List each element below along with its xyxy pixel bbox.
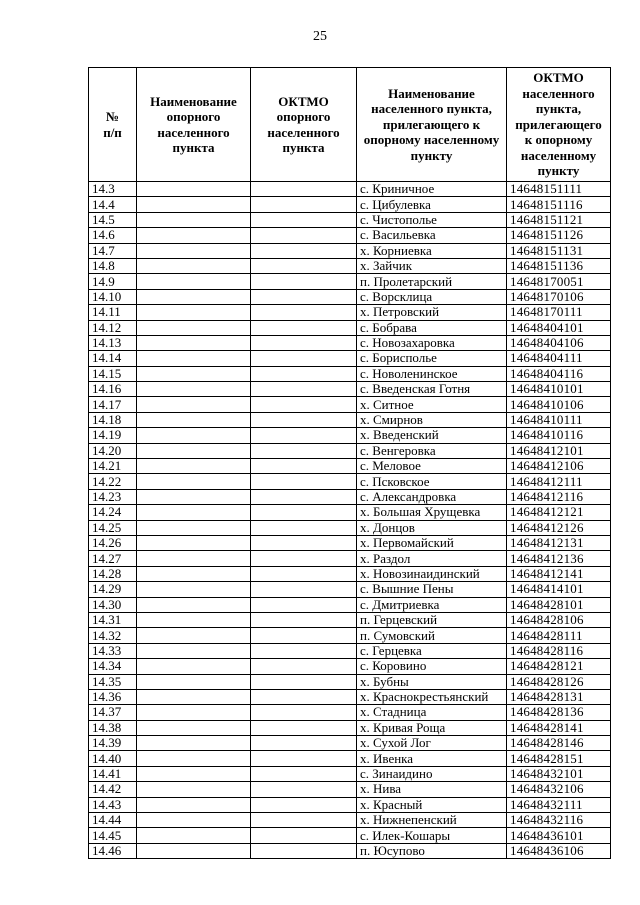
base-settlement-oktmo-cell [251,366,357,381]
table-row [89,258,611,273]
header-line: пункта, [535,101,582,117]
row-number-cell: 14.24 [89,505,137,520]
base-settlement-oktmo-cell [251,428,357,443]
row-number-cell: 14.22 [89,474,137,489]
table-row [89,305,611,320]
base-settlement-name-cell [137,689,251,704]
base-settlement-oktmo-cell [251,289,357,304]
header-line: ОКТМО [533,70,584,86]
adjacent-settlement-oktmo-cell: 14648428146 [507,736,611,751]
header-line: пункту [410,147,453,163]
base-settlement-oktmo-cell [251,335,357,350]
header-line: населенного [157,124,230,140]
base-settlement-name-cell [137,428,251,443]
base-settlement-name-cell [137,582,251,597]
row-number-cell: 14.4 [89,197,137,212]
adjacent-settlement-name-cell: с. Криничное [357,182,507,197]
adjacent-settlement-oktmo-cell: 14648412121 [507,505,611,520]
table-row [89,797,611,812]
base-settlement-name-cell [137,535,251,550]
row-number-cell: 14.15 [89,366,137,381]
row-number-cell: 14.8 [89,258,137,273]
table-row [89,212,611,227]
row-number-cell: 14.37 [89,705,137,720]
table-row [89,366,611,381]
header-line: пункта [172,140,215,155]
adjacent-settlement-name-cell: х. Введенский [357,428,507,443]
adjacent-settlement-oktmo-cell: 14648432101 [507,766,611,781]
adjacent-settlement-name-cell: х. Зайчик [357,258,507,273]
base-settlement-name-cell [137,659,251,674]
table-row [89,813,611,828]
adjacent-settlement-name-cell: х. Ивенка [357,751,507,766]
adjacent-settlement-name-cell: х. Нива [357,782,507,797]
adjacent-settlement-oktmo-cell: 14648412136 [507,551,611,566]
adjacent-settlement-oktmo-cell: 14648410106 [507,397,611,412]
adjacent-settlement-name-cell: х. Кривая Роща [357,720,507,735]
base-settlement-name-cell [137,766,251,781]
base-settlement-name-cell [137,412,251,427]
row-number-cell: 14.26 [89,535,137,550]
adjacent-settlement-oktmo-cell: 14648428151 [507,751,611,766]
base-settlement-oktmo-cell [251,813,357,828]
adjacent-settlement-name-cell: п. Юсупово [357,843,507,858]
adjacent-settlement-oktmo-cell: 14648412131 [507,535,611,550]
header-line: опорному населенному [363,132,500,148]
row-number-cell: 14.36 [89,689,137,704]
adjacent-settlement-name-cell: с. Венгеровка [357,443,507,458]
table-body [89,182,611,859]
row-number-cell: 14.31 [89,612,137,627]
base-settlement-oktmo-cell [251,258,357,273]
adjacent-settlement-name-cell: с. Васильевка [357,228,507,243]
adjacent-settlement-name-cell: с. Борисполье [357,351,507,366]
table-row [89,751,611,766]
base-settlement-name-cell [137,674,251,689]
adjacent-settlement-name-cell: х. Корниевка [357,243,507,258]
base-settlement-oktmo-cell [251,443,357,458]
row-number-cell: 14.7 [89,243,137,258]
base-settlement-name-cell [137,258,251,273]
adjacent-settlement-oktmo-cell: 14648151126 [507,228,611,243]
table-row [89,459,611,474]
header-line: прилегающего к [382,116,481,132]
table-row [89,289,611,304]
adjacent-settlement-oktmo-cell: 14648428126 [507,674,611,689]
adjacent-settlement-oktmo-cell: 14648428121 [507,659,611,674]
header-adjacent-settlement-oktmo [507,68,611,182]
table-row [89,351,611,366]
adjacent-settlement-name-cell: с. Коровино [357,659,507,674]
row-number-cell: 14.32 [89,628,137,643]
row-number-cell: 14.16 [89,382,137,397]
row-number-cell: 14.38 [89,720,137,735]
base-settlement-oktmo-cell [251,566,357,581]
row-number-cell: 14.29 [89,582,137,597]
adjacent-settlement-name-cell: х. Смирнов [357,412,507,427]
base-settlement-oktmo-cell [251,212,357,227]
adjacent-settlement-oktmo-cell: 14648170111 [507,305,611,320]
base-settlement-oktmo-cell [251,197,357,212]
header-line: населенного пункта, [371,101,492,117]
row-number-cell: 14.41 [89,766,137,781]
base-settlement-name-cell [137,628,251,643]
table-row [89,535,611,550]
table-row [89,274,611,289]
adjacent-settlement-oktmo-cell: 14648410111 [507,412,611,427]
adjacent-settlement-oktmo-cell: 14648436106 [507,843,611,858]
adjacent-settlement-oktmo-cell: 14648428141 [507,720,611,735]
base-settlement-oktmo-cell [251,797,357,812]
table-row [89,597,611,612]
header-line: пункту [537,163,580,179]
row-number-cell: 14.34 [89,659,137,674]
base-settlement-oktmo-cell [251,505,357,520]
table-row [89,566,611,581]
adjacent-settlement-oktmo-cell: 14648428111 [507,628,611,643]
table-row [89,582,611,597]
adjacent-settlement-oktmo-cell: 14648412111 [507,474,611,489]
row-number-cell: 14.30 [89,597,137,612]
table-row [89,551,611,566]
adjacent-settlement-name-cell: с. Чистополье [357,212,507,227]
adjacent-settlement-name-cell: с. Дмитриевка [357,597,507,612]
base-settlement-oktmo-cell [251,228,357,243]
base-settlement-oktmo-cell [251,459,357,474]
adjacent-settlement-name-cell: с. Псковское [357,474,507,489]
adjacent-settlement-name-cell: х. Раздол [357,551,507,566]
adjacent-settlement-name-cell: с. Илек-Кошары [357,828,507,843]
base-settlement-name-cell [137,289,251,304]
adjacent-settlement-oktmo-cell: 14648151116 [507,197,611,212]
base-settlement-oktmo-cell [251,766,357,781]
header-line: к опорному [524,132,593,148]
table-row [89,243,611,258]
base-settlement-name-cell [137,782,251,797]
base-settlement-oktmo-cell [251,612,357,627]
base-settlement-oktmo-cell [251,397,357,412]
adjacent-settlement-name-cell: х. Краснокрестьянский [357,689,507,704]
adjacent-settlement-oktmo-cell: 14648428116 [507,643,611,658]
table-row [89,766,611,781]
adjacent-settlement-oktmo-cell: 14648151121 [507,212,611,227]
table-row [89,659,611,674]
adjacent-settlement-name-cell: с. Новозахаровка [357,335,507,350]
adjacent-settlement-oktmo-cell: 14648151111 [507,182,611,197]
base-settlement-oktmo-cell [251,274,357,289]
adjacent-settlement-name-cell: х. Новозинаидинский [357,566,507,581]
table-row [89,443,611,458]
header-line: опорного [166,109,221,124]
base-settlement-name-cell [137,320,251,335]
row-number-cell: 14.40 [89,751,137,766]
adjacent-settlement-name-cell: х. Большая Хрущевка [357,505,507,520]
row-number-cell: 14.13 [89,335,137,350]
base-settlement-name-cell [137,551,251,566]
header-number [89,68,137,182]
base-settlement-oktmo-cell [251,659,357,674]
adjacent-settlement-name-cell: п. Пролетарский [357,274,507,289]
adjacent-settlement-oktmo-cell: 14648412126 [507,520,611,535]
adjacent-settlement-name-cell: х. Ситное [357,397,507,412]
row-number-cell: 14.25 [89,520,137,535]
header-adjacent-settlement-name [357,68,507,182]
table-row [89,412,611,427]
header-base-settlement-name [137,68,251,182]
base-settlement-name-cell [137,351,251,366]
base-settlement-name-cell [137,736,251,751]
base-settlement-name-cell [137,612,251,627]
row-number-cell: 14.33 [89,643,137,658]
adjacent-settlement-name-cell: п. Герцевский [357,612,507,627]
base-settlement-name-cell [137,797,251,812]
adjacent-settlement-name-cell: х. Нижнепенский [357,813,507,828]
adjacent-settlement-oktmo-cell: 14648410101 [507,382,611,397]
adjacent-settlement-name-cell: х. Стадница [357,705,507,720]
header-line: ОКТМО [278,93,329,109]
adjacent-settlement-oktmo-cell: 14648414101 [507,582,611,597]
table-row [89,382,611,397]
adjacent-settlement-name-cell: с. Ворсклица [357,289,507,304]
row-number-cell: 14.12 [89,320,137,335]
adjacent-settlement-name-cell: х. Красный [357,797,507,812]
base-settlement-oktmo-cell [251,520,357,535]
row-number-cell: 14.18 [89,412,137,427]
table-row [89,520,611,535]
table-row [89,397,611,412]
row-number-cell: 14.46 [89,843,137,858]
row-number-cell: 14.27 [89,551,137,566]
base-settlement-oktmo-cell [251,597,357,612]
base-settlement-oktmo-cell [251,351,357,366]
base-settlement-name-cell [137,274,251,289]
table-row [89,689,611,704]
base-settlement-oktmo-cell [251,489,357,504]
base-settlement-name-cell [137,489,251,504]
row-number-cell: 14.39 [89,736,137,751]
row-number-cell: 14.5 [89,212,137,227]
header-line: населенному [520,147,597,163]
table-row [89,474,611,489]
header-line: Наименование [150,93,237,109]
base-settlement-name-cell [137,443,251,458]
table-row [89,674,611,689]
base-settlement-oktmo-cell [251,182,357,197]
base-settlement-name-cell [137,520,251,535]
adjacent-settlement-oktmo-cell: 14648170051 [507,274,611,289]
table-row [89,428,611,443]
header-line: № [105,109,120,124]
adjacent-settlement-name-cell: с. Александровка [357,489,507,504]
header-base-settlement-oktmo [251,68,357,182]
row-number-cell: 14.45 [89,828,137,843]
table-row [89,843,611,858]
adjacent-settlement-oktmo-cell: 14648412101 [507,443,611,458]
header-line: Наименование [388,85,475,101]
table-row [89,228,611,243]
row-number-cell: 14.35 [89,674,137,689]
table-row [89,720,611,735]
base-settlement-oktmo-cell [251,320,357,335]
table-row [89,320,611,335]
adjacent-settlement-name-cell: с. Цибулевка [357,197,507,212]
row-number-cell: 14.21 [89,459,137,474]
base-settlement-name-cell [137,197,251,212]
adjacent-settlement-oktmo-cell: 14648151136 [507,258,611,273]
table-row [89,182,611,197]
adjacent-settlement-oktmo-cell: 14648428136 [507,705,611,720]
row-number-cell: 14.23 [89,489,137,504]
base-settlement-oktmo-cell [251,643,357,658]
base-settlement-oktmo-cell [251,751,357,766]
base-settlement-name-cell [137,705,251,720]
base-settlement-oktmo-cell [251,828,357,843]
base-settlement-name-cell [137,566,251,581]
adjacent-settlement-name-cell: с. Меловое [357,459,507,474]
adjacent-settlement-name-cell: х. Бубны [357,674,507,689]
table-row [89,643,611,658]
base-settlement-name-cell [137,505,251,520]
base-settlement-name-cell [137,459,251,474]
base-settlement-name-cell [137,813,251,828]
adjacent-settlement-oktmo-cell: 14648410116 [507,428,611,443]
base-settlement-oktmo-cell [251,720,357,735]
settlements-table [88,67,611,859]
table-row [89,628,611,643]
header-line: прилегающего [515,116,602,132]
base-settlement-name-cell [137,720,251,735]
base-settlement-name-cell [137,843,251,858]
base-settlement-name-cell [137,474,251,489]
page-number: 25 [313,29,327,44]
table-row [89,612,611,627]
row-number-cell: 14.43 [89,797,137,812]
row-number-cell: 14.3 [89,182,137,197]
adjacent-settlement-name-cell: с. Бобрава [357,320,507,335]
row-number-cell: 14.14 [89,351,137,366]
adjacent-settlement-oktmo-cell: 14648428106 [507,612,611,627]
base-settlement-oktmo-cell [251,382,357,397]
adjacent-settlement-oktmo-cell: 14648432111 [507,797,611,812]
base-settlement-oktmo-cell [251,674,357,689]
base-settlement-oktmo-cell [251,843,357,858]
row-number-cell: 14.44 [89,813,137,828]
adjacent-settlement-oktmo-cell: 14648432116 [507,813,611,828]
adjacent-settlement-oktmo-cell: 14648170106 [507,289,611,304]
base-settlement-name-cell [137,228,251,243]
base-settlement-oktmo-cell [251,474,357,489]
base-settlement-name-cell [137,643,251,658]
adjacent-settlement-name-cell: с. Герцевка [357,643,507,658]
base-settlement-name-cell [137,751,251,766]
base-settlement-oktmo-cell [251,412,357,427]
base-settlement-name-cell [137,366,251,381]
adjacent-settlement-name-cell: п. Сумовский [357,628,507,643]
base-settlement-oktmo-cell [251,535,357,550]
table-row [89,489,611,504]
header-line: п/п [103,124,122,140]
row-number-cell: 14.28 [89,566,137,581]
base-settlement-name-cell [137,335,251,350]
adjacent-settlement-name-cell: с. Зинаидино [357,766,507,781]
row-number-cell: 14.10 [89,289,137,304]
row-number-cell: 14.20 [89,443,137,458]
adjacent-settlement-oktmo-cell: 14648428101 [507,597,611,612]
adjacent-settlement-oktmo-cell: 14648412141 [507,566,611,581]
base-settlement-name-cell [137,828,251,843]
header-line: населенного [522,85,595,101]
table-row [89,828,611,843]
base-settlement-name-cell [137,397,251,412]
row-number-cell: 14.11 [89,305,137,320]
adjacent-settlement-oktmo-cell: 14648404101 [507,320,611,335]
adjacent-settlement-oktmo-cell: 14648404116 [507,366,611,381]
base-settlement-name-cell [137,212,251,227]
base-settlement-name-cell [137,382,251,397]
base-settlement-oktmo-cell [251,628,357,643]
adjacent-settlement-oktmo-cell: 14648151131 [507,243,611,258]
table-row [89,335,611,350]
base-settlement-oktmo-cell [251,551,357,566]
base-settlement-oktmo-cell [251,305,357,320]
header-line: пункта [282,140,325,155]
adjacent-settlement-name-cell: с. Вышние Пены [357,582,507,597]
table-header-row [89,68,611,182]
table-row [89,505,611,520]
adjacent-settlement-oktmo-cell: 14648412106 [507,459,611,474]
base-settlement-oktmo-cell [251,243,357,258]
adjacent-settlement-oktmo-cell: 14648428131 [507,689,611,704]
adjacent-settlement-oktmo-cell: 14648432106 [507,782,611,797]
base-settlement-name-cell [137,597,251,612]
adjacent-settlement-oktmo-cell: 14648412116 [507,489,611,504]
table-row [89,782,611,797]
base-settlement-name-cell [137,305,251,320]
table-row [89,705,611,720]
row-number-cell: 14.6 [89,228,137,243]
adjacent-settlement-name-cell: х. Сухой Лог [357,736,507,751]
adjacent-settlement-name-cell: х. Первомайский [357,535,507,550]
adjacent-settlement-oktmo-cell: 14648404106 [507,335,611,350]
row-number-cell: 14.19 [89,428,137,443]
adjacent-settlement-oktmo-cell: 14648436101 [507,828,611,843]
row-number-cell: 14.42 [89,782,137,797]
base-settlement-oktmo-cell [251,782,357,797]
base-settlement-oktmo-cell [251,689,357,704]
table-row [89,736,611,751]
adjacent-settlement-name-cell: с. Введенская Готня [357,382,507,397]
adjacent-settlement-oktmo-cell: 14648404111 [507,351,611,366]
table-row [89,197,611,212]
base-settlement-oktmo-cell [251,736,357,751]
row-number-cell: 14.17 [89,397,137,412]
base-settlement-name-cell [137,243,251,258]
base-settlement-oktmo-cell [251,705,357,720]
header-line: населенного [267,124,340,140]
adjacent-settlement-name-cell: с. Новоленинское [357,366,507,381]
row-number-cell: 14.9 [89,274,137,289]
adjacent-settlement-name-cell: х. Донцов [357,520,507,535]
adjacent-settlement-name-cell: х. Петровский [357,305,507,320]
base-settlement-name-cell [137,182,251,197]
header-line: опорного [276,109,331,124]
base-settlement-oktmo-cell [251,582,357,597]
